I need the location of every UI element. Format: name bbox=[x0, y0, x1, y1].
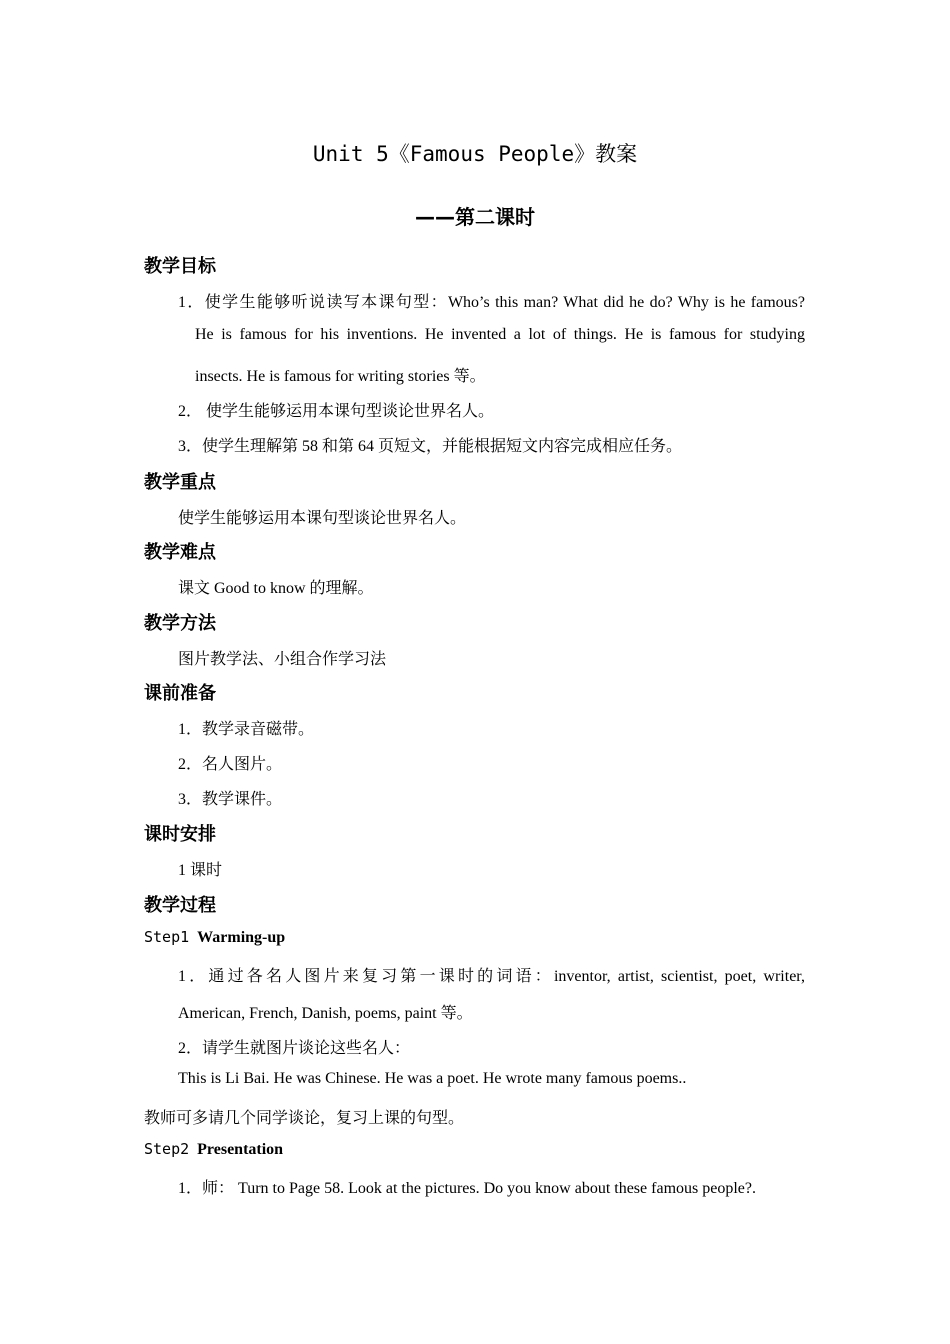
objective-item-1-line-2: He is famous for his inventions. He invented a lot of things. He is famous for studying bbox=[195, 326, 805, 343]
step1-note: 教师可多请几个同学谈论，复习上课的句型。 bbox=[144, 1110, 465, 1127]
objective-item-2: 2． 使学生能够运用本课句型谈论世界名人。 bbox=[178, 403, 495, 420]
preparation-item: 3．教学课件。 bbox=[178, 791, 283, 808]
step1-item-2: 2．请学生就图片谈论这些名人： bbox=[178, 1040, 411, 1057]
methods-heading: 教学方法 bbox=[144, 613, 216, 634]
step1-item-1-line-2: American, French, Danish, poems, paint 等。 bbox=[178, 1005, 473, 1022]
step1-label: Step1 bbox=[144, 928, 190, 946]
process-heading: 教学过程 bbox=[144, 895, 216, 916]
step1-heading bbox=[144, 928, 285, 947]
difficulties-heading: 教学难点 bbox=[144, 542, 216, 563]
step1-example: This is Li Bai. He was Chinese. He was a poet. He wrote many famous poems.. bbox=[178, 1070, 687, 1087]
objective-item-3: 3．使学生理解第 58 和第 64 页短文，并能根据短文内容完成相应任务。 bbox=[178, 438, 683, 455]
objective-item-1-line-1: 1．使学生能够听说读写本课句型：Who’s this man? What did he do? Why is he famous? bbox=[178, 294, 805, 311]
schedule-text: 1 课时 bbox=[178, 862, 223, 879]
step1-name: Warming-up bbox=[197, 929, 286, 946]
document-subtitle: ——第二课时 bbox=[415, 205, 535, 229]
step2-label: Step2 bbox=[144, 1140, 190, 1158]
key-points-text: 使学生能够运用本课句型谈论世界名人。 bbox=[178, 510, 467, 527]
objectives-heading: 教学目标 bbox=[144, 256, 216, 277]
objective-item-1-line-3: insects. He is famous for writing stories 等。 bbox=[195, 368, 486, 385]
schedule-heading: 课时安排 bbox=[144, 824, 216, 845]
step1-item-1-line-1: 1．通过各名人图片来复习第一课时的词语：inventor, artist, scientist, poet, writer, bbox=[178, 968, 805, 985]
step2-item-1: 1．师： Turn to Page 58. Look at the pictures. Do you know about these famous people?. bbox=[178, 1180, 756, 1197]
key-points-heading: 教学重点 bbox=[144, 472, 216, 493]
step2-name: Presentation bbox=[197, 1141, 284, 1158]
step2-heading bbox=[144, 1140, 283, 1159]
preparation-item: 1．教学录音磁带。 bbox=[178, 721, 315, 738]
methods-text: 图片教学法、小组合作学习法 bbox=[178, 651, 387, 668]
difficulties-text: 课文 Good to know 的理解。 bbox=[178, 580, 374, 597]
preparation-item: 2．名人图片。 bbox=[178, 756, 283, 773]
preparation-heading: 课前准备 bbox=[144, 683, 216, 704]
document-title: Unit 5《Famous People》教案 bbox=[312, 142, 638, 166]
